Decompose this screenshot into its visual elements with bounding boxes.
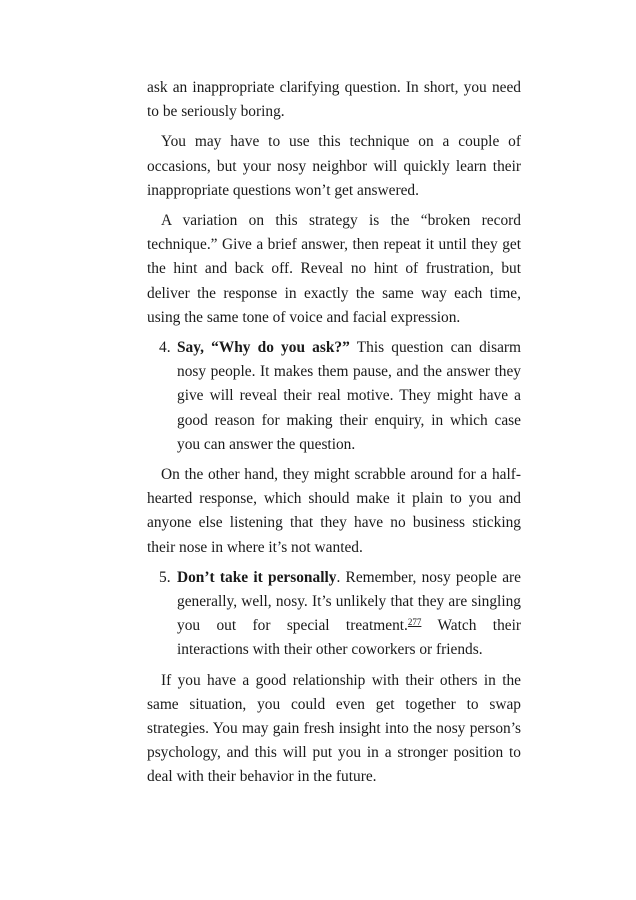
list-item-dont-take-personally [147,566,521,663]
paragraph-boring: ask an inappropriate clarifying question. In short, you need to be seriously boring. [147,79,521,121]
footnote-reference[interactable]: 277 [407,617,422,628]
list-body-continued: Watch their interactions with their other coworkers or friends. [177,617,521,659]
list-number: 4. [159,339,171,357]
list-body: This question can disarm nosy people. It makes them pause, and the answer they give will reveal their real motive. They might have a good reason for making their enquiry, in which case you can answer the question. [177,339,521,453]
paragraph-broken-record: A variation on this strategy is the “broken record technique.” Give a brief answer, then repeat it until they get the hint and back off. Reveal no hint of frustration, but deliver the response in exactly the same way each time, using the same tone of voice and facial expression. [147,212,521,326]
document-page [147,76,521,796]
paragraph-technique: You may have to use this technique on a couple of occasions, but your nosy neighbor will quickly learn their inappropriate questions won’t get answered. [147,133,521,199]
paragraph-other-hand: On the other hand, they might scrabble around for a half-hearted response, which should make it plain to you and anyone else listening that they have no business sticking their nose in where it’s not wanted. [147,466,521,556]
list-item-why-do-you-ask [147,336,521,457]
list-body: . Remember, nosy people are generally, well, nosy. It’s unlikely that they are singling you out for special treatment. [177,568,521,635]
list-number: 5. [159,568,171,586]
list-heading: Say, “Why do you ask?” [177,339,350,357]
list-heading: Don’t take it personally [177,568,337,586]
paragraph-relationship: If you have a good relationship with their others in the same situation, you could even get together to swap strategies. You may gain fresh insight into the nosy person’s psychology, and this will put you in a stronger position to deal with their behavior in the future. [147,671,521,786]
